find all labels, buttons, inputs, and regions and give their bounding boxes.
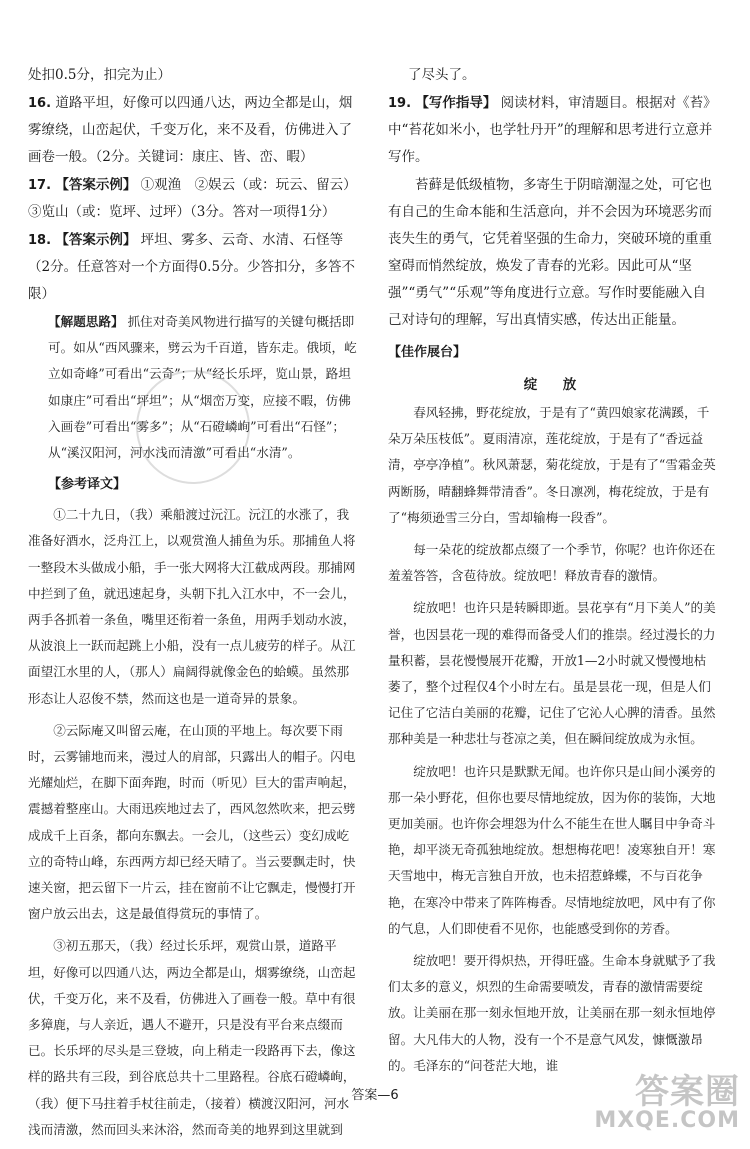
answer-17 (28, 172, 364, 226)
essay-paragraph-1: 春风轻拂，野花绽放，于是有了“黄四娘家花满蹊，千朵万朵压枝低”。夏雨清凉，莲花绽放，于是有了“香远益清，亭亭净植”。秋风萧瑟，菊花绽放，于是有了“雪霜金英两断肠，晴翻蜂舞带清香”。冬日凛冽，梅花绽放，于是有了“梅须逊雪三分白，雪却输梅一段香”。 (388, 405, 716, 525)
q16-number: 16. (28, 96, 52, 111)
q17-text: ①观渔 ②娱云（或：玩云、留云） ③览山（或：览坪、过坪）（3分。答对一项得1分） (28, 177, 364, 220)
answer-19 (388, 90, 718, 171)
continuation-line: 了尽头了。 (408, 67, 476, 83)
q18-text: 坪坦、雾多、云奇、水清、石怪等（2分。任意答对一个方面得0.5分。少答扣分，多答不限） (28, 232, 356, 302)
q16-text: 道路平坦，好像可以四通八达，两边全都是山，烟雾缭绕，山峦起伏，千变万化，来不及看，仿佛进入了画卷一般。（2分。关键词：康庄、皆、峦、暇） (28, 95, 353, 165)
q17-tag: 【答案示例】 (55, 177, 137, 193)
q18-number: 18. (28, 233, 52, 248)
watermark-line-2: MXQE.COM (594, 1108, 740, 1133)
writing-guide-paragraph: 苔藓是低级植物，多寄生于阴暗潮湿之处，可它也有自己的生命本能和生活意向，并不会因为环境恶劣而丧失生的勇气，它凭着坚强的生命力，突破环境的重重窒碍而悄然绽放，焕发了青春的光彩。因此可从“坚强”“勇气”“乐观”等角度进行立意。写作时要能融入自己对诗句的理解，写出真情实感，传达出正能量。 (388, 177, 712, 328)
q18-tag: 【答案示例】 (55, 232, 137, 248)
left-column (28, 62, 364, 1149)
essay-paragraph-3: 绽放吧！也许只是转瞬即逝。昙花享有“月下美人”的美誉，也因昙花一现的难得而备受人们的推崇。经过漫长的力量积蓄，昙花慢慢展开花瓣，开放1—2小时就又慢慢地枯萎了，整个过程仅4个小时左右。虽是昙花一现，但是人们记住了它洁白美丽的花瓣，记住了它沁人心脾的清香。虽然那种美是一种悲壮与苍凉之美，但在瞬间绽放成为永恒。 (388, 600, 716, 747)
answer-16 (28, 90, 360, 171)
intro-line: 处扣0.5分，扣完为止） (28, 67, 171, 83)
answer-18 (28, 227, 360, 308)
thinking-text: 抓住对奇美风物进行描写的关键句概括即可。如从“西风骤来，劈云为千百道，皆东走。俄顷，屹立如奇峰”可看出“云奇”；从“经长乐坪，览山景，路坦如康庄”可看出“坪坦”；从“烟峦万变，应接不暇，仿佛入画卷”可看出“雾多”；从“石磴嶙峋”可看出“石怪”；从“溪汉阳河，河水浅而清激”可看出“水清”。 (48, 314, 357, 461)
right-column (388, 62, 718, 1085)
q19-tag: 【写作指导】 (415, 95, 497, 111)
essay-title: 绽 放 (523, 377, 583, 393)
q17-number: 17. (28, 178, 52, 193)
essay-paragraph-5: 绽放吧！要开得炽热，开得旺盛。生命本身就赋予了我们太多的意义，炽烈的生命需要喷发，青春的激情需要绽放。让美丽在那一刻永恒地开放，让美丽在那一刻永恒地停留。大凡伟大的人物，没有一个不是意气风发，慷慨激昂的。毛泽东的“问苍茫大地，谁 (388, 953, 716, 1073)
showcase-heading: 【佳作展台】 (388, 345, 467, 360)
translation-heading: 【参考译文】 (48, 477, 127, 493)
page-footer: 答案—6 (351, 1088, 399, 1103)
essay-paragraph-4: 绽放吧！也许只是默默无闻。也许你只是山间小溪旁的那一朵小野花，但你也要尽情地绽放，因为你的装饰，大地更加美丽。也许你会埋怨为什么不能生在世人瞩目中争奇斗艳，却平淡无奇孤独地绽放。想想梅花吧！凌寒独自开！寒天雪地中，梅无言独自开放，也未招惹蜂蝶，不与百花争艳，在寒冷中带来了阵阵梅香。尽情地绽放吧，风中有了你的气息，人们即使看不见你，也能感受到你的芳香。 (388, 763, 716, 936)
translation-paragraph-1: ①二十九日，（我）乘船渡过沅江。沅江的水涨了，我准备好酒水，泛舟江上，以观赏渔人捕鱼为乐。那捕鱼人将一整段木头做成小船，手一张大网将大江截成两段。那捕网中拦到了鱼，就迅速起身，头朝下扎入江水中，不一会儿，两手各抓着一条鱼，嘴里还衔着一条鱼，用两手划动水波，从波浪上一跃而起跳上小船，没有一点儿疲劳的样子。从江面望江水里的人，（那人）扁阔得就像金色的蛤蟆。虽然那形态让人忍俊不禁，然而这也是一道奇异的景象。 (28, 507, 356, 706)
site-watermark (594, 1074, 740, 1132)
q19-text: 阅读材料，审清题目。根据对《苔》中“苔花如米小，也学牡丹开”的理解和思考进行立意并写作。 (388, 95, 717, 165)
q19-number: 19. (388, 96, 412, 111)
watermark-line-1: 答案圈 (635, 1072, 740, 1112)
thinking-tag: 【解题思路】 (48, 314, 124, 329)
translation-paragraph-3: ③初五那天，（我）经过长乐坪，观赏山景，道路平坦，好像可以四通八达，两边全都是山，烟雾缭绕，山峦起伏，千变万化，来不及看，仿佛进入了画卷一般。草中有很多獐鹿，与人亲近，遇人不避开，只是没有平台来点缀而已。长乐坪的尽头是三登坡，向上稍走一段路再下去，像这样的路共有三段，到谷底总共十二里路程。谷底石磴嶙峋，（我）便下马拄着手杖往前走，（接着）横渡汉阳河，河水浅而清激，然而回头来沐浴，然而奇美的地界到这里就到 (28, 938, 356, 1137)
essay-paragraph-2: 每一朵花的绽放都点缀了一个季节，你呢？也许你还在羞羞答答，含苞待放。绽放吧！释放青春的激情。 (388, 542, 716, 584)
translation-paragraph-2: ②云际庵又叫留云庵，在山顶的平地上。每次要下雨时，云雾铺地而来，漫过人的肩部，只露出人的帽子。闪电光耀灿烂，在脚下面奔跑，时而（听见）巨大的雷声响起，震撼着整座山。大雨迅疾地过去了，西风忽然吹来，把云劈成成千上百条，都向东飘去。一会儿，（这些云）变幻成屹立的奇特山峰，东西两方却已经天晴了。当云要飘走时，快速关窗，把云留下一片云，挂在窗前不让它飘走，慢慢打开窗户放云出去，这是最值得赏玩的事情了。 (28, 722, 356, 922)
